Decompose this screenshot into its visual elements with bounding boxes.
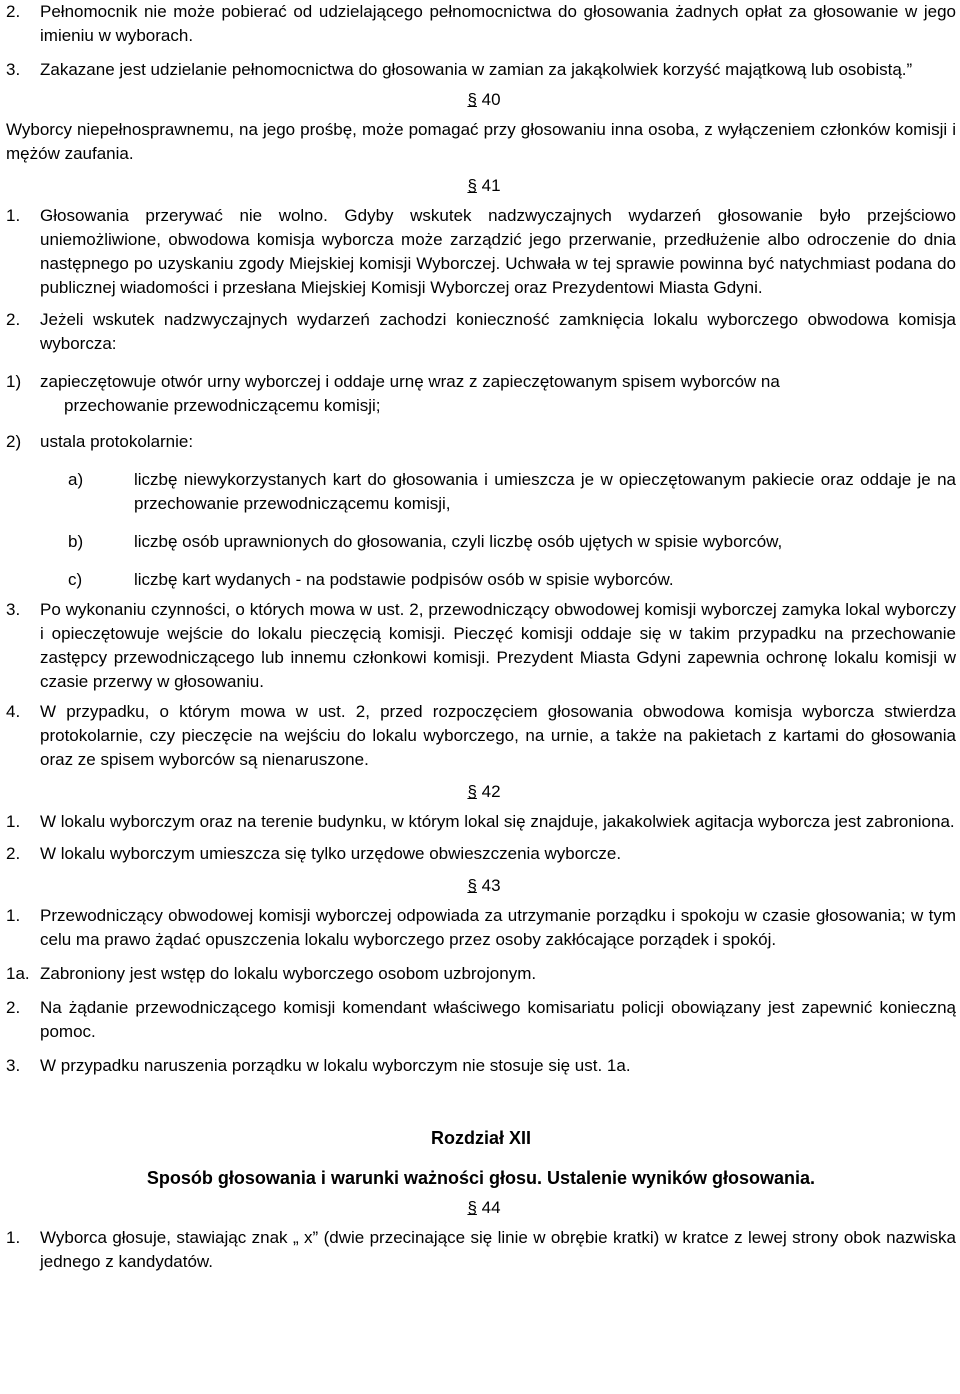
item-text: Jeżeli wskutek nadzwyczajnych wydarzeń zachodzi konieczność zamknięcia lokalu wyborczego obwodowa komisja wyborcza: xyxy=(40,310,956,353)
item-number: 4. xyxy=(6,702,21,721)
subpoint-text: ustala protokolarnie: xyxy=(40,432,194,451)
section-sign: § xyxy=(467,1198,477,1217)
letter-item xyxy=(6,468,956,516)
chapter-label: Rozdział XII xyxy=(430,1128,531,1148)
letter-text: liczbę niewykorzystanych kart do głosowania i umieszcza je w opieczętowanym pakiecie oraz oddaje je na przechowanie przewodniczącemu komisji, xyxy=(134,470,956,513)
item-text: W przypadku naruszenia porządku w lokalu wyborczym nie stosuje się ust. 1a. xyxy=(40,1056,631,1075)
section-sign: § xyxy=(467,90,477,109)
chapter-title: Sposób głosowania i warunki ważności głosu. Ustalenie wyników głosowania. xyxy=(146,1168,816,1188)
subpoint-item xyxy=(6,430,956,454)
section-heading-40 xyxy=(6,88,956,112)
item-text: Na żądanie przewodniczącego komisji komendant właściwego komisariatu policji obowiązany jest zapewnić konieczną pomoc. xyxy=(40,998,956,1041)
section-number: 41 xyxy=(481,176,501,195)
section-number: 43 xyxy=(481,876,501,895)
paragraph-item xyxy=(6,904,956,952)
paragraph-item xyxy=(6,700,956,772)
subpoint-number: 2) xyxy=(6,432,22,451)
section-sign: § xyxy=(467,176,477,195)
item-text: Głosowania przerywać nie wolno. Gdyby wskutek nadzwyczajnych wydarzeń głosowanie było przejściowo uniemożliwione, obwodowa komisja wyborcza może zarządzić jego przerwanie, przedłużenie albo odroczenie do dnia następnego po uzyskaniu zgody Miejskiej komisji Wyborczej. Uchwała w tej sprawie powinna być natychmiast podana do publicznej wiadomości i przesłana Miejskiej Komisji Wyborczej oraz Prezydentowi Miasta Gdyni. xyxy=(40,206,956,297)
item-number: 2. xyxy=(6,998,21,1017)
paragraph-item xyxy=(6,0,956,48)
paragraph-item xyxy=(6,810,956,834)
item-text: Zakazane jest udzielanie pełnomocnictwa do głosowania w zamian za jakąkolwiek korzyść majątkową lub osobistą.” xyxy=(40,60,913,79)
item-text: Wyborca głosuje, stawiając znak „ x” (dwie przecinające się linie w obrębie kratki) w kratce z lewej strony obok nazwiska jednego z kandydatów. xyxy=(40,1228,956,1271)
item-text: Przewodniczący obwodowej komisji wyborczej odpowiada za utrzymanie porządku i spokoju w czasie głosowania; w tym celu ma prawo żądać opuszczenia lokalu wyborczego przez osoby zakłócające porządek i spokój. xyxy=(40,906,956,949)
letter-text: liczbę kart wydanych - na podstawie podpisów osób w spisie wyborców. xyxy=(134,570,674,589)
letter-label: c) xyxy=(68,570,83,589)
item-number: 1. xyxy=(6,906,21,925)
subpoint-number: 1) xyxy=(6,372,22,391)
section-number: 44 xyxy=(481,1198,501,1217)
section-number: 40 xyxy=(481,90,501,109)
section-number: 42 xyxy=(481,782,501,801)
letter-item xyxy=(6,568,956,592)
section-sign: § xyxy=(467,782,477,801)
item-number: 2. xyxy=(6,844,21,863)
item-number: 3. xyxy=(6,1056,21,1075)
paragraph-item xyxy=(6,204,956,300)
item-text: Zabroniony jest wstęp do lokalu wyborczego osobom uzbrojonym. xyxy=(40,964,537,983)
section-heading-41 xyxy=(6,174,956,198)
paragraph-item xyxy=(6,598,956,694)
letter-text: liczbę osób uprawnionych do głosowania, czyli liczbę osób ujętych w spisie wyborców, xyxy=(134,532,783,551)
item-number: 3. xyxy=(6,60,21,79)
section-heading-42 xyxy=(6,780,956,804)
subpoint-text xyxy=(40,370,956,418)
letter-label: b) xyxy=(68,532,84,551)
item-text: W lokalu wyborczym umieszcza się tylko urzędowe obwieszczenia wyborcze. xyxy=(40,844,622,863)
paragraph-item xyxy=(6,962,956,986)
item-number: 1. xyxy=(6,812,21,831)
section-heading-44 xyxy=(6,1196,956,1220)
item-text: W lokalu wyborczym oraz na terenie budynku, w którym lokal się znajduje, jakakolwiek agitacja wyborcza jest zabroniona. xyxy=(40,812,955,831)
section-40-text: Wyborcy niepełnosprawnemu, na jego prośbę, może pomagać przy głosowaniu inna osoba, z wyłączeniem członków komisji i mężów zaufania. xyxy=(6,120,956,163)
paragraph-item xyxy=(6,996,956,1044)
item-number: 1. xyxy=(6,1228,21,1247)
letter-label: a) xyxy=(68,470,84,489)
item-text: W przypadku, o którym mowa w ust. 2, przed rozpoczęciem głosowania obwodowa komisja wyborcza stwierdza protokolarnie, czy pieczęcie na wejściu do lokalu wyborczego, na urnie, a także na pakietach z kartami do głosowania oraz ze spisem wyborców są nienaruszone. xyxy=(40,702,956,769)
section-sign: § xyxy=(467,876,477,895)
paragraph-item xyxy=(6,308,956,356)
subpoint-line: zapieczętowuje otwór urny wyborczej i oddaje urnę wraz z zapieczętowanym spisem wyborców na xyxy=(40,372,780,391)
item-number: 1. xyxy=(6,206,21,225)
paragraph-item xyxy=(6,1054,956,1078)
item-number: 1a. xyxy=(6,964,30,983)
item-text: Pełnomocnik nie może pobierać od udzielającego pełnomocnictwa do głosowania żadnych opłat za głosowanie w jego imieniu w wyborach. xyxy=(40,2,956,45)
item-text: Po wykonaniu czynności, o których mowa w ust. 2, przewodniczący obwodowej komisji wyborczej zamyka lokal wyborczy i opieczętowuje wejście do lokalu pieczęcią komisji. Pieczęć komisji oddaje się w takim przypadku na przechowanie zastępcy przewodniczącego lub innemu członkowi komisji. Prezydent Miasta Gdyni zapewnia ochronę lokalu komisji w czasie przerwy w głosowaniu. xyxy=(40,600,956,691)
paragraph-item xyxy=(6,58,956,82)
paragraph-item xyxy=(6,842,956,866)
paragraph-item xyxy=(6,1226,956,1274)
subpoint-line: przechowanie przewodniczącemu komisji; xyxy=(64,396,381,415)
section-heading-43 xyxy=(6,874,956,898)
item-number: 2. xyxy=(6,310,21,329)
item-number: 3. xyxy=(6,600,21,619)
item-number: 2. xyxy=(6,2,21,21)
letter-item xyxy=(6,530,956,554)
subpoint-item xyxy=(6,370,956,418)
